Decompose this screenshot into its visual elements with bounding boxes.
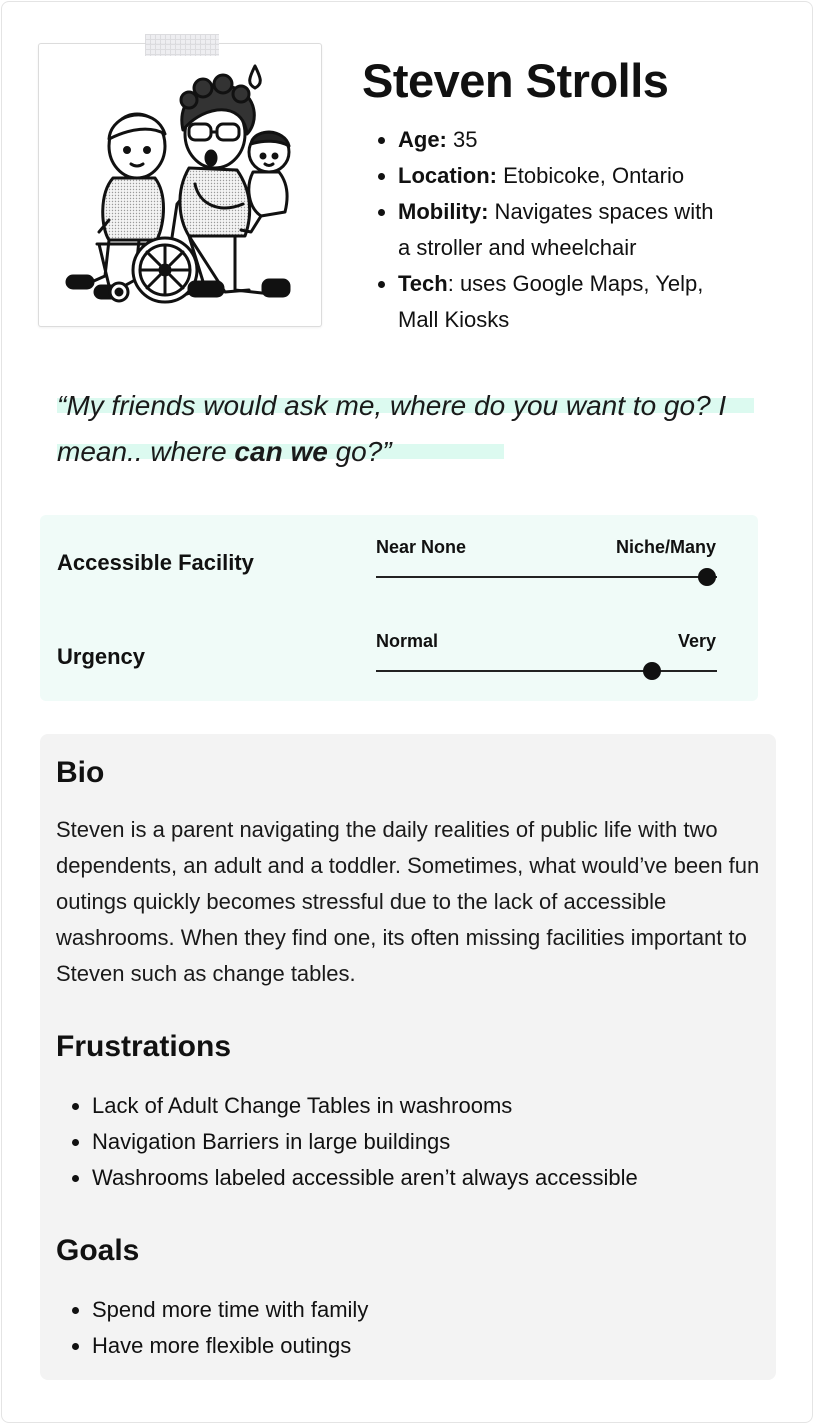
scale-label: Accessible Facility	[57, 550, 254, 575]
scale-left-label: Near None	[376, 537, 467, 557]
fact-location	[398, 158, 778, 194]
scales-section	[40, 515, 758, 701]
scale-right-label: Very	[677, 631, 716, 651]
frustrations-heading: Frustrations	[56, 1030, 232, 1063]
scale-knob	[643, 662, 661, 680]
persona-name: Steven Strolls	[362, 54, 669, 107]
list-item: • Have more flexible outings	[92, 1328, 782, 1364]
scale-knob	[698, 568, 716, 586]
fact-label: Mobility:	[398, 199, 489, 224]
fact-value: Navigates spaces with a stroller and wheelchair	[398, 199, 714, 260]
bio-heading: Bio	[56, 756, 105, 789]
persona-quote	[57, 383, 777, 475]
fact-value: 35	[446, 127, 478, 152]
persona-facts-list	[376, 122, 778, 338]
scale-right-label: Niche/Many	[615, 537, 716, 557]
fact-value: : uses Google Maps, Yelp, Mall Kiosks	[398, 271, 704, 332]
goals-heading: Goals	[56, 1234, 140, 1267]
scale-left-label: Normal	[376, 631, 439, 651]
fact-label: Tech	[398, 271, 448, 296]
fact-label: Location:	[398, 163, 497, 188]
fact-value: Etobicoke, Ontario	[497, 163, 685, 188]
list-item: • Navigation Barriers in large buildings	[92, 1124, 782, 1160]
persona-photo-frame	[38, 43, 322, 327]
quote-emphasis: can we	[234, 436, 328, 467]
scale-label: Urgency	[57, 644, 146, 669]
fact-mobility	[398, 194, 728, 266]
details-panel	[40, 734, 776, 1380]
parent-pushing-wheelchair-illustration	[39, 44, 321, 326]
list-item: • Lack of Adult Change Tables in washrooms	[92, 1088, 782, 1124]
tape-decoration	[145, 34, 219, 56]
fact-age	[398, 122, 778, 158]
list-item: • Spend more time with family	[92, 1292, 782, 1328]
goals-list	[70, 1292, 782, 1364]
fact-tech	[398, 266, 748, 338]
scale-track	[376, 670, 717, 672]
quote-text: “My friends would ask me, where do you want to go? I mean.. where	[57, 390, 727, 467]
quote-text-end: go?”	[327, 436, 392, 467]
scale-track	[376, 576, 717, 578]
frustrations-list	[70, 1088, 782, 1196]
bio-text: Steven is a parent navigating the daily realities of public life with two dependents, an adult and a toddler. Sometimes, what would’ve been fun outings quickly becomes stressful due to the lack of accessible washrooms. When they find one, its often missing facilities important to Steven such as change tables.	[56, 817, 760, 986]
fact-label: Age:	[398, 127, 447, 152]
list-item: • Washrooms labeled accessible aren’t always accessible	[92, 1160, 782, 1196]
